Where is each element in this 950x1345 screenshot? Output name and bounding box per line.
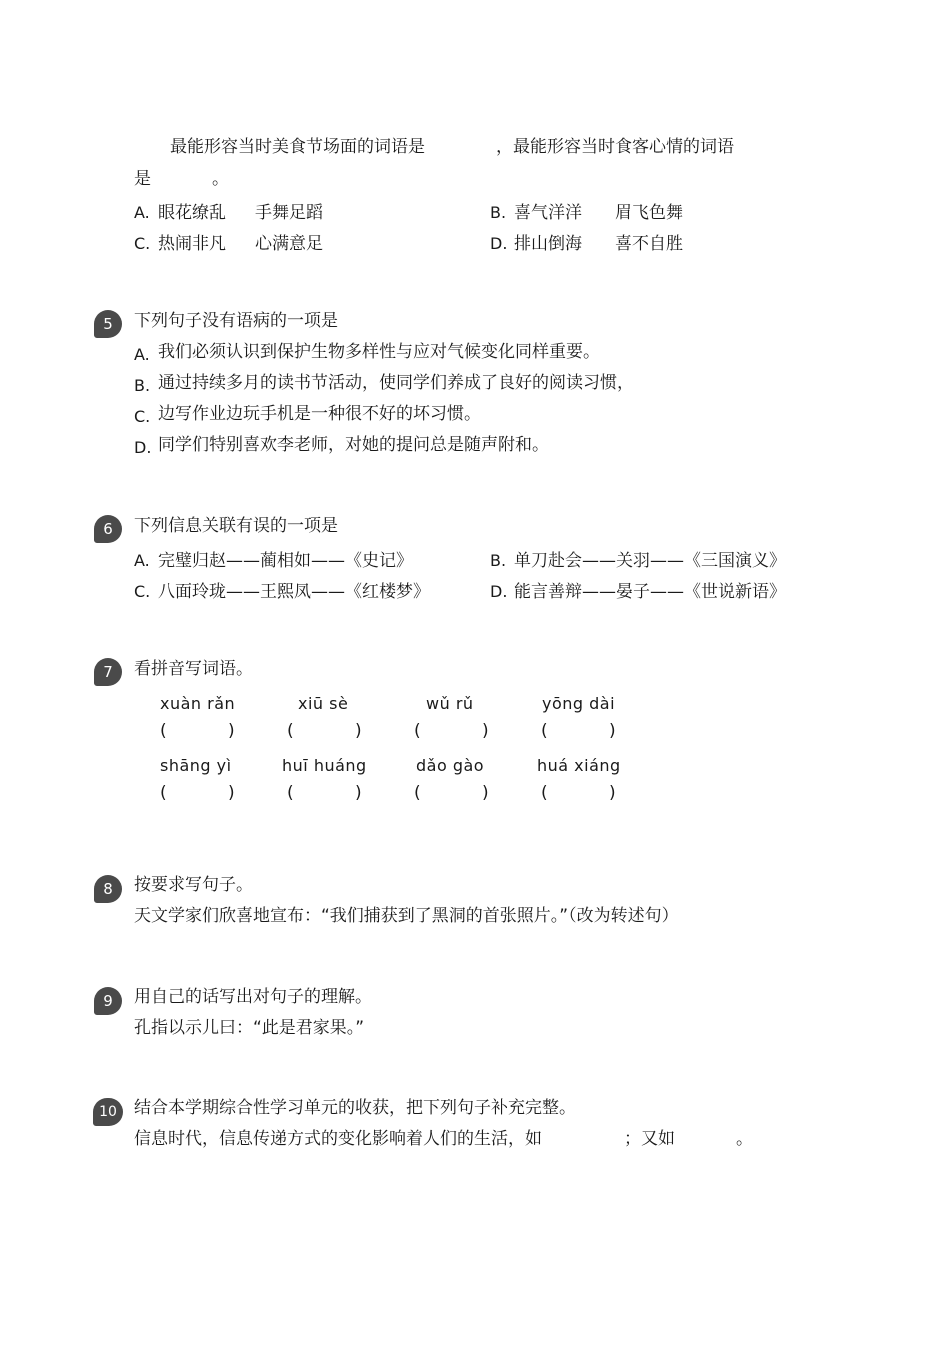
q4-option-a-label: A. (134, 203, 150, 222)
q4-option-b-word2: 眉飞色舞 (615, 203, 683, 223)
q7-pinyin-8: huá xiáng (537, 756, 621, 775)
q7-answer-box-2-close[interactable]: ) (355, 721, 362, 741)
q10-number-badge: 10 (93, 1098, 123, 1126)
q7-answer-box-7-open[interactable]: ( (414, 783, 421, 803)
q6-option-a-label: A. (134, 551, 150, 570)
q4-stem-line2: 是 (134, 169, 151, 189)
q7-pinyin-3: wǔ rǔ (426, 694, 474, 713)
q4-option-c-word2: 心满意足 (255, 234, 323, 254)
q5-option-a-text: 我们必须认识到保护生物多样性与应对气候变化同样重要。 (158, 342, 600, 362)
q4-option-b-word1: 喜气洋洋 (514, 203, 582, 223)
q7-answer-box-8-close[interactable]: ) (609, 783, 616, 803)
q9-sentence: 孔指以示儿曰：“此是君家果。” (134, 1018, 365, 1038)
q4-option-d-label: D. (490, 234, 508, 253)
q4-option-c-word1: 热闹非凡 (158, 234, 226, 254)
q7-answer-box-5-close[interactable]: ) (228, 783, 235, 803)
q6-option-b-label: B. (490, 551, 507, 570)
q5-option-b-label: B. (134, 376, 151, 395)
q4-option-b-label: B. (490, 203, 507, 222)
q10-sentence-part1: 信息时代，信息传递方式的变化影响着人们的生活，如 (134, 1129, 542, 1149)
q6-option-c-label: C. (134, 582, 151, 601)
q7-number-badge: 7 (94, 658, 122, 686)
q10-sentence-part3: 。 (736, 1129, 753, 1149)
q8-stem: 按要求写句子。 (134, 875, 253, 895)
q7-stem: 看拼音写词语。 (134, 659, 253, 679)
q6-option-b-text: 单刀赴会——关羽——《三国演义》 (514, 551, 786, 571)
q5-number-badge: 5 (94, 310, 122, 338)
q4-option-d-word2: 喜不自胜 (615, 234, 683, 254)
q5-option-c-label: C. (134, 407, 151, 426)
q8-number-badge: 8 (94, 875, 122, 903)
q7-answer-box-7-close[interactable]: ) (482, 783, 489, 803)
q7-answer-box-5-open[interactable]: ( (160, 783, 167, 803)
q6-number-badge: 6 (94, 515, 122, 543)
q7-answer-box-1-open[interactable]: ( (160, 721, 167, 741)
q6-option-d-text: 能言善辩——晏子——《世说新语》 (514, 582, 786, 602)
q7-answer-box-4-close[interactable]: ) (609, 721, 616, 741)
q7-answer-box-4-open[interactable]: ( (541, 721, 548, 741)
q6-stem: 下列信息关联有误的一项是 (134, 516, 338, 536)
q7-answer-box-6-close[interactable]: ) (355, 783, 362, 803)
q4-option-a-word1: 眼花缭乱 (158, 203, 226, 223)
q6-option-a-text: 完璧归赵——蔺相如——《史记》 (158, 551, 413, 571)
q9-number-badge: 9 (94, 987, 122, 1015)
q5-option-b-text: 通过持续多月的读书节活动，使同学们养成了良好的阅读习惯， (158, 373, 634, 393)
q10-stem: 结合本学期综合性学习单元的收获，把下列句子补充完整。 (134, 1098, 576, 1118)
q4-stem-line1: 最能形容当时美食节场面的词语是 (170, 137, 425, 157)
q7-answer-box-6-open[interactable]: ( (287, 783, 294, 803)
q7-answer-box-1-close[interactable]: ) (228, 721, 235, 741)
q9-stem: 用自己的话写出对句子的理解。 (134, 987, 372, 1007)
q5-option-a-label: A. (134, 345, 150, 364)
q6-option-c-text: 八面玲珑——王熙凤——《红楼梦》 (158, 582, 430, 602)
q4-option-a-word2: 手舞足蹈 (255, 203, 323, 223)
q6-option-d-label: D. (490, 582, 508, 601)
q4-option-d-word1: 排山倒海 (514, 234, 582, 254)
q4-stem-comma: ，最能形容当时食客心情的词语 (496, 137, 734, 157)
q7-pinyin-1: xuàn rǎn (160, 694, 236, 713)
q5-option-d-label: D. (134, 438, 152, 457)
q8-sentence: 天文学家们欣喜地宣布：“我们捕获到了黑洞的首张照片。”（改为转述句） (134, 906, 679, 926)
q5-option-c-text: 边写作业边玩手机是一种很不好的坏习惯。 (158, 404, 481, 424)
q4-stem-period: 。 (212, 169, 229, 189)
q4-option-c-label: C. (134, 234, 151, 253)
q5-stem: 下列句子没有语病的一项是 (134, 311, 338, 331)
q7-answer-box-2-open[interactable]: ( (287, 721, 294, 741)
q7-pinyin-5: shāng yì (160, 756, 232, 775)
q7-answer-box-8-open[interactable]: ( (541, 783, 548, 803)
q5-option-d-text: 同学们特别喜欢李老师，对她的提问总是随声附和。 (158, 435, 549, 455)
q10-sentence-part2: ；又如 (624, 1129, 675, 1149)
q7-answer-box-3-close[interactable]: ) (482, 721, 489, 741)
q7-pinyin-2: xiū sè (298, 694, 349, 713)
q7-pinyin-6: huī huáng (282, 756, 367, 775)
q7-pinyin-4: yōng dài (542, 694, 616, 713)
q7-answer-box-3-open[interactable]: ( (414, 721, 421, 741)
q7-pinyin-7: dǎo gào (416, 756, 485, 775)
